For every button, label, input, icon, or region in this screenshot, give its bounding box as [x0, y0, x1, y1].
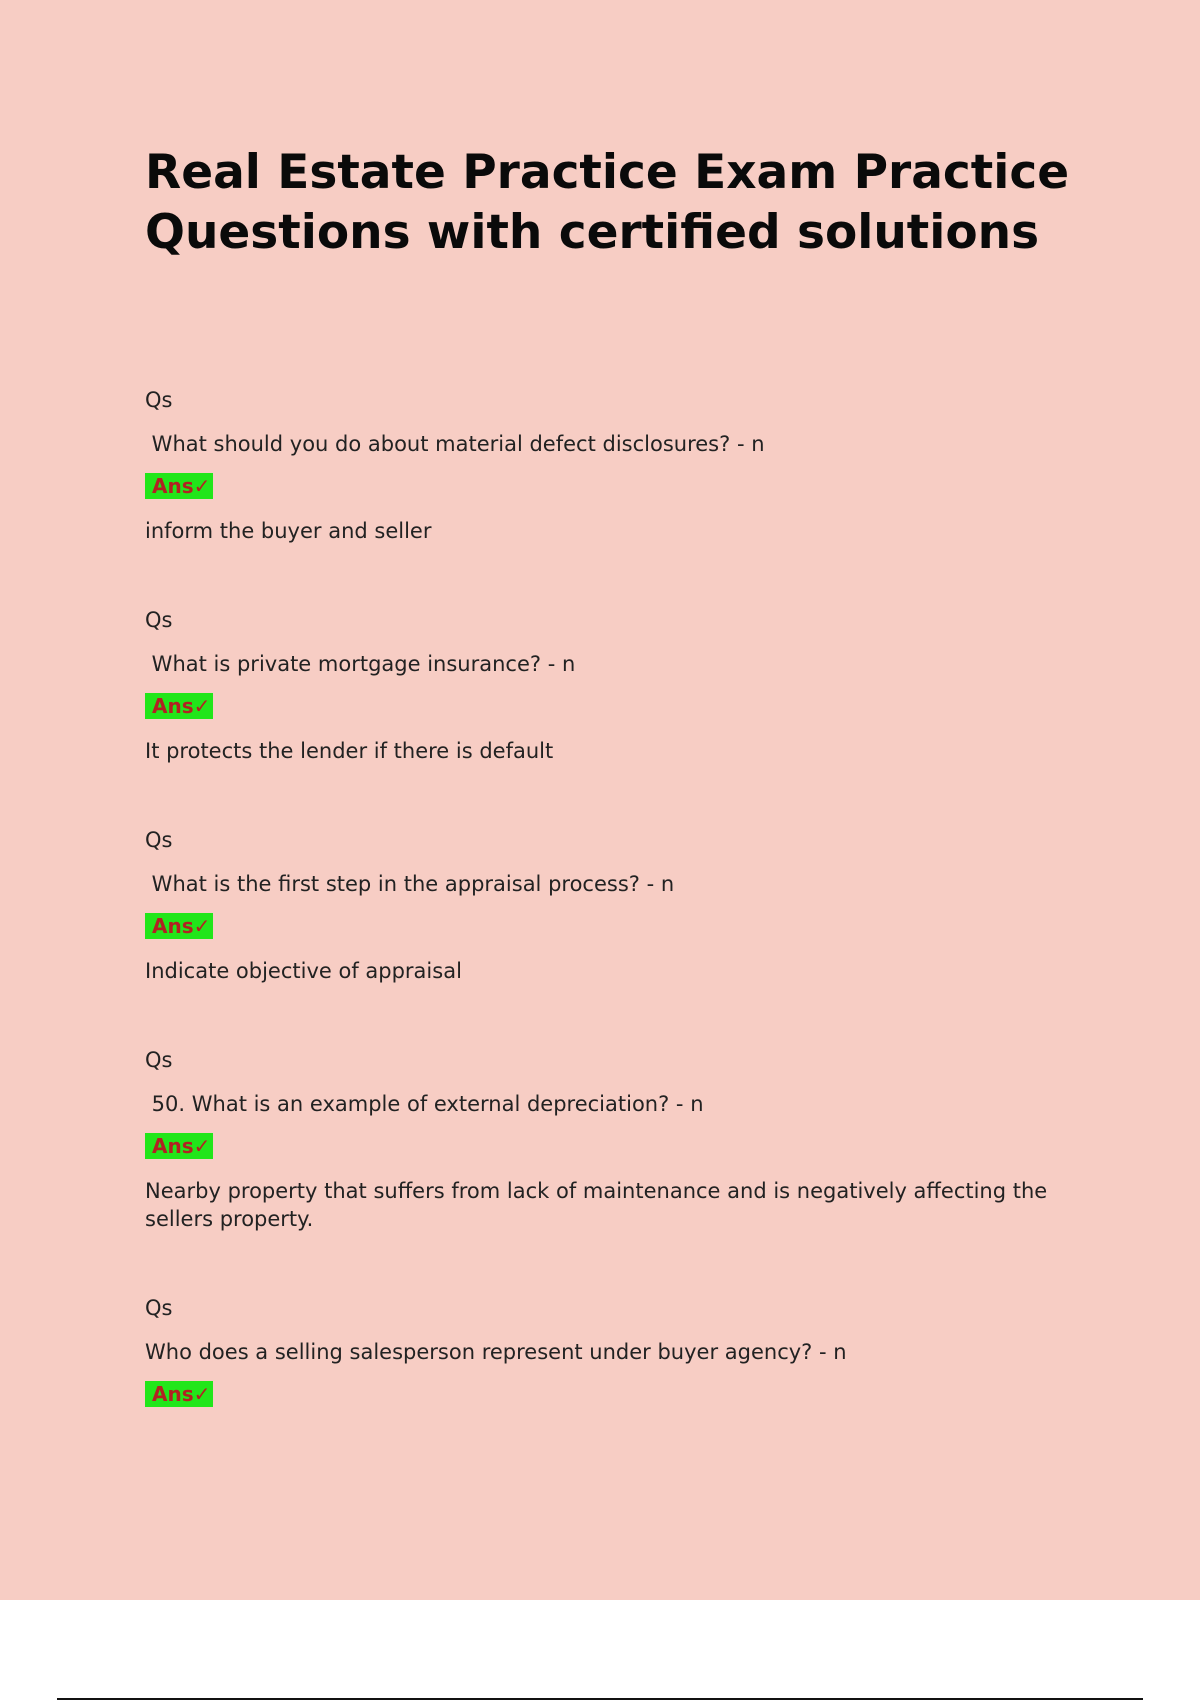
answer-text: Nearby property that suffers from lack of maintenance and is negatively affecting the sellers property. — [145, 1179, 1048, 1231]
answer-badge: Ans✓ — [145, 1133, 213, 1159]
answer-badge: Ans✓ — [145, 913, 213, 939]
answer-text: Indicate objective of appraisal — [145, 959, 462, 983]
question-label: Qs — [145, 828, 173, 852]
question-label: Qs — [145, 1296, 173, 1320]
question-text: 50. What is an example of external depreciation? - n — [145, 1092, 704, 1116]
question-text: What should you do about material defect disclosures? - n — [145, 432, 765, 456]
answer-badge: Ans✓ — [145, 693, 213, 719]
question-label: Qs — [145, 388, 173, 412]
question-text: What is private mortgage insurance? - n — [145, 652, 576, 676]
question-text: Who does a selling salesperson represent under buyer agency? - n — [145, 1340, 847, 1364]
question-label: Qs — [145, 1048, 173, 1072]
page-title: Real Estate Practice Exam Practice Questions with certified solutions — [145, 145, 1070, 260]
answer-text: It protects the lender if there is default — [145, 739, 554, 763]
answer-badge: Ans✓ — [145, 473, 213, 499]
answer-badge: Ans✓ — [145, 1381, 213, 1407]
question-text: What is the first step in the appraisal process? - n — [145, 872, 675, 896]
question-label: Qs — [145, 608, 173, 632]
answer-text: inform the buyer and seller — [145, 519, 432, 543]
